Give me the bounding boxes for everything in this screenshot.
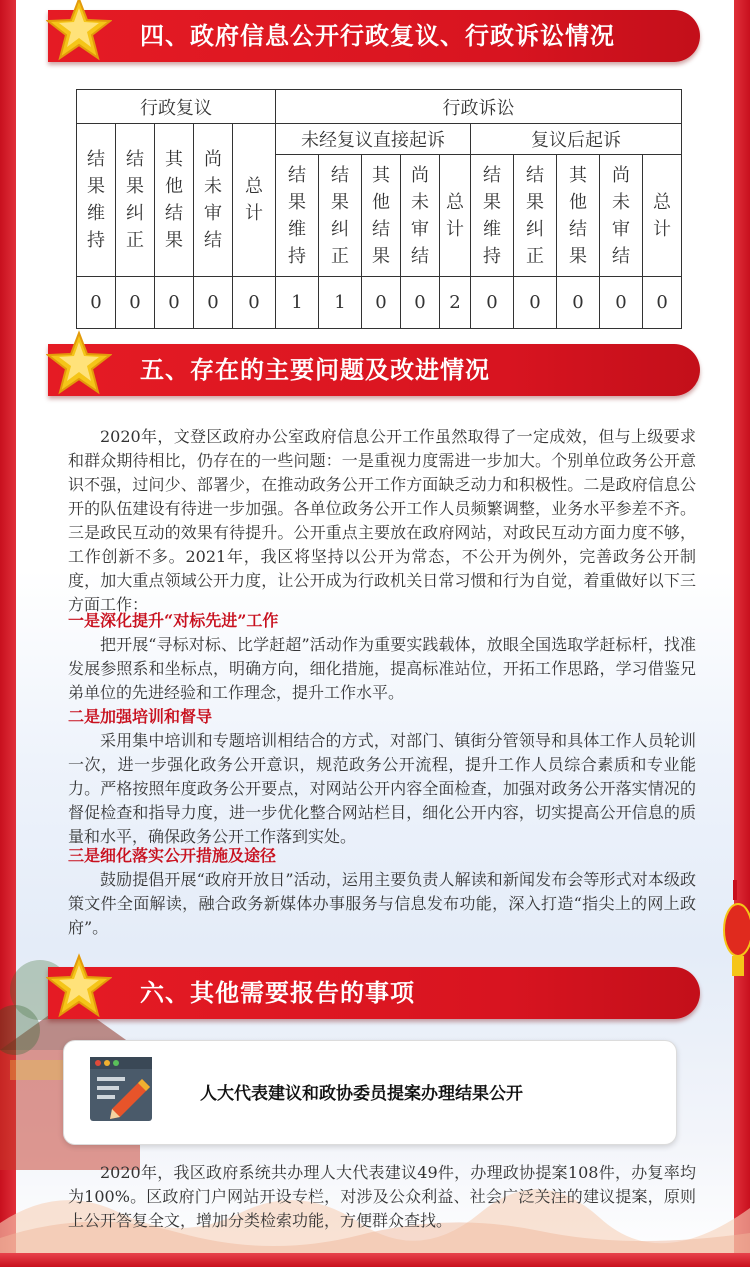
star-icon <box>46 330 112 396</box>
value-cell: 0 <box>116 277 155 329</box>
value-cell: 0 <box>643 277 682 329</box>
value-cell: 1 <box>319 277 362 329</box>
bottom-red-border <box>0 1253 750 1267</box>
header-after-pending: 尚 未 审 结 <box>600 155 643 277</box>
value-cell: 0 <box>362 277 401 329</box>
header-review-upheld: 结 果 维 持 <box>77 124 116 277</box>
section-5-intro: 2020年，文登区政府办公室政府信息公开工作虽然取得了一定成效，但与上级要求和群众期待相比，仍存在的一些问题：一是重视力度需进一步加大。个别单位政务公开意识不强，过问少、部署少，在推动政务公开工作方面缺乏动力和积极性。二是政府信息公开的队伍建设有待进一步加强。各单位政务公开工作人员频繁调整，业务水平参差不齐。三是政民互动的效果有待提升。公开重点主要放在政府网站，对政民互动方面力度不够，工作创新不多。2021年，我区将坚持以公开为常态，不公开为例外，完善政务公开制度，加大重点领域公开力度，让公开成为行政机关日常习惯和行为自觉，着重做好以下三方面工作： <box>68 427 696 614</box>
section-4-banner <box>48 10 700 62</box>
value-cell: 0 <box>401 277 440 329</box>
section-6-body: 2020年，我区政府系统共办理人大代表建议49件，办理政协提案108件，办复率均为100%。区政府门户网站开设专栏，对涉及公众利益、社会广泛关注的建议提案，原则上公开答复全文，增加分类检索功能，方便群众查找。 <box>68 1163 696 1230</box>
header-direct-upheld: 结 果 维 持 <box>276 155 319 277</box>
header-after-upheld: 结 果 维 持 <box>471 155 514 277</box>
value-cell: 0 <box>194 277 233 329</box>
header-after-total: 总 计 <box>643 155 682 277</box>
right-red-border <box>734 0 750 1267</box>
value-cell: 2 <box>440 277 471 329</box>
section-6-title: 六、其他需要报告的事项 <box>140 979 415 1007</box>
value-cell: 1 <box>276 277 319 329</box>
header-review-total: 总 计 <box>233 124 276 277</box>
star-icon <box>46 953 112 1019</box>
header-direct-corrected: 结 果 纠 正 <box>319 155 362 277</box>
value-cell: 0 <box>155 277 194 329</box>
litigation-stats-table <box>76 89 682 329</box>
item-2-title: 二是加强培训和督导 <box>68 707 213 726</box>
value-cell: 0 <box>514 277 557 329</box>
item-1-title: 一是深化提升“对标先进”工作 <box>68 611 279 630</box>
header-admin-review: 行政复议 <box>77 90 276 124</box>
star-icon <box>46 0 112 62</box>
section-4-title: 四、政府信息公开行政复议、行政诉讼情况 <box>140 22 615 50</box>
item-3-title: 三是细化落实公开措施及途径 <box>68 846 277 865</box>
header-review-corrected: 结 果 纠 正 <box>116 124 155 277</box>
document-edit-icon <box>88 1055 154 1125</box>
header-direct-suit: 未经复议直接起诉 <box>276 124 471 155</box>
proposal-results-card[interactable] <box>63 1040 677 1145</box>
header-direct-total: 总 计 <box>440 155 471 277</box>
section-6-banner <box>48 967 700 1019</box>
value-cell: 0 <box>557 277 600 329</box>
card-title[interactable]: 人大代表建议和政协委员提案办理结果公开 <box>200 1084 523 1104</box>
header-after-other: 其 他 结 果 <box>557 155 600 277</box>
header-direct-other: 其 他 结 果 <box>362 155 401 277</box>
section-5-banner <box>48 344 700 396</box>
header-review-other: 其 他 结 果 <box>155 124 194 277</box>
value-cell: 0 <box>471 277 514 329</box>
item-2-body: 采用集中培训和专题培训相结合的方式，对部门、镇街分管领导和具体工作人员轮训一次，进一步强化政务公开意识，规范政务公开流程，提升工作人员综合素质和专业能力。严格按照年度政务公开要点，对网站公开内容全面检查，加强对政务公开落实情况的督促检查和指导力度，进一步优化整合网站栏目，细化公开内容，切实提高公开信息的质量和水平，确保政务公开工作落到实处。 <box>68 731 696 846</box>
header-direct-pending: 尚 未 审 结 <box>401 155 440 277</box>
value-cell: 0 <box>77 277 116 329</box>
section-5-title: 五、存在的主要问题及改进情况 <box>140 356 490 384</box>
item-1-body: 把开展“寻标对标、比学赶超”活动作为重要实践载体，放眼全国选取学赶标杆，找准发展参照系和坐标点，明确方向，细化措施，提高标准站位，开拓工作思路，学习借鉴兄弟单位的先进经验和工作理念，提升工作水平。 <box>68 635 696 702</box>
value-cell: 0 <box>233 277 276 329</box>
lantern-decoration <box>720 880 750 990</box>
header-review-pending: 尚 未 审 结 <box>194 124 233 277</box>
header-after-review-suit: 复议后起诉 <box>471 124 682 155</box>
item-3-body: 鼓励提倡开展“政府开放日”活动，运用主要负责人解读和新闻发布会等形式对本级政策文件全面解读，融合政务新媒体办事服务与信息发布功能，深入打造“指尖上的网上政府”。 <box>68 870 696 937</box>
header-after-corrected: 结 果 纠 正 <box>514 155 557 277</box>
value-cell: 0 <box>600 277 643 329</box>
header-admin-litigation: 行政诉讼 <box>276 90 682 124</box>
